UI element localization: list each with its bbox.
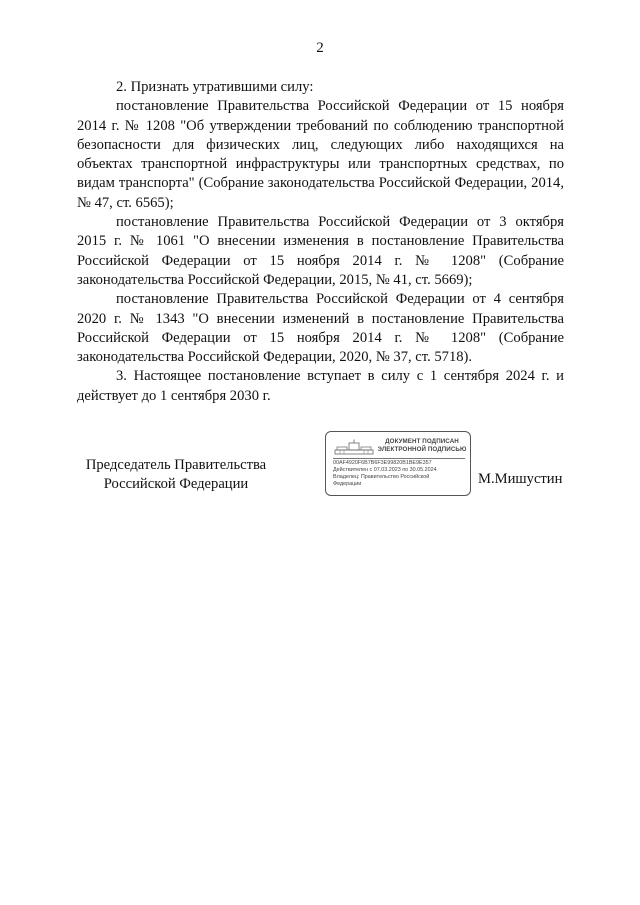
government-building-icon [334,439,374,455]
paragraph-resolution-1061: постановление Правительства Российской Федерации от 3 октября 2015 г. № 1061 "О внесении изменения в постановление Правительства Российской Федерации от 15 ноября 2014 г. № 1208" (Собрание законодательства Российской Федерации, 2015, № 41, ст. 5669); [77,214,564,288]
stamp-title-line2: ЭЛЕКТРОННОЙ ПОДПИСЬЮ [377,446,467,453]
page-number: 2 [316,40,324,56]
stamp-divider [333,458,465,459]
paragraph-item-3: 3. Настоящее постановление вступает в силу с 1 сентября 2024 г. и действует до 1 сентября 2030 г. [77,368,564,404]
signer-title-line2: Российской Федерации [103,476,249,492]
signer-title [76,456,276,494]
stamp-owner-line1: Владелец: Правительство Российской [333,474,430,480]
stamp-title-line1: ДОКУМЕНТ ПОДПИСАН [385,438,459,445]
stamp-title [376,438,468,454]
stamp-validity: Действителен с 07.03.2023 по 30.05.2024 [333,467,437,473]
paragraph-resolution-1208: постановление Правительства Российской Федерации от 15 ноября 2014 г. № 1208 "Об утверждении требований по соблюдению транспортной безопасности для физических лиц, следующих либо находящихся на объектах транспортной инфраструктуры или транспортных средствах, по видам транспорта" (Собрание законодательства Российской Федерации, 2014, № 47, ст. 6565); [77,98,564,211]
signer-name: М.Мишустин [478,471,563,487]
electronic-signature-stamp [325,431,471,496]
paragraph-resolution-1343: постановление Правительства Российской Федерации от 4 сентября 2020 г. № 1343 "О внесении изменений в постановление Правительства Российской Федерации от 15 ноября 2014 г. № 1208" (Собрание законодательства Российской Федерации, 2020, № 37, ст. 5718). [77,291,564,366]
signer-title-line1: Председатель Правительства [85,457,267,473]
paragraph-item-2: 2. Признать утратившими силу: [116,79,314,95]
document-body [77,78,564,406]
stamp-certificate: 00AF4920F6B7B6F3E99820B1BE9E357 [333,460,432,466]
stamp-owner-line2: Федерации [333,481,362,487]
